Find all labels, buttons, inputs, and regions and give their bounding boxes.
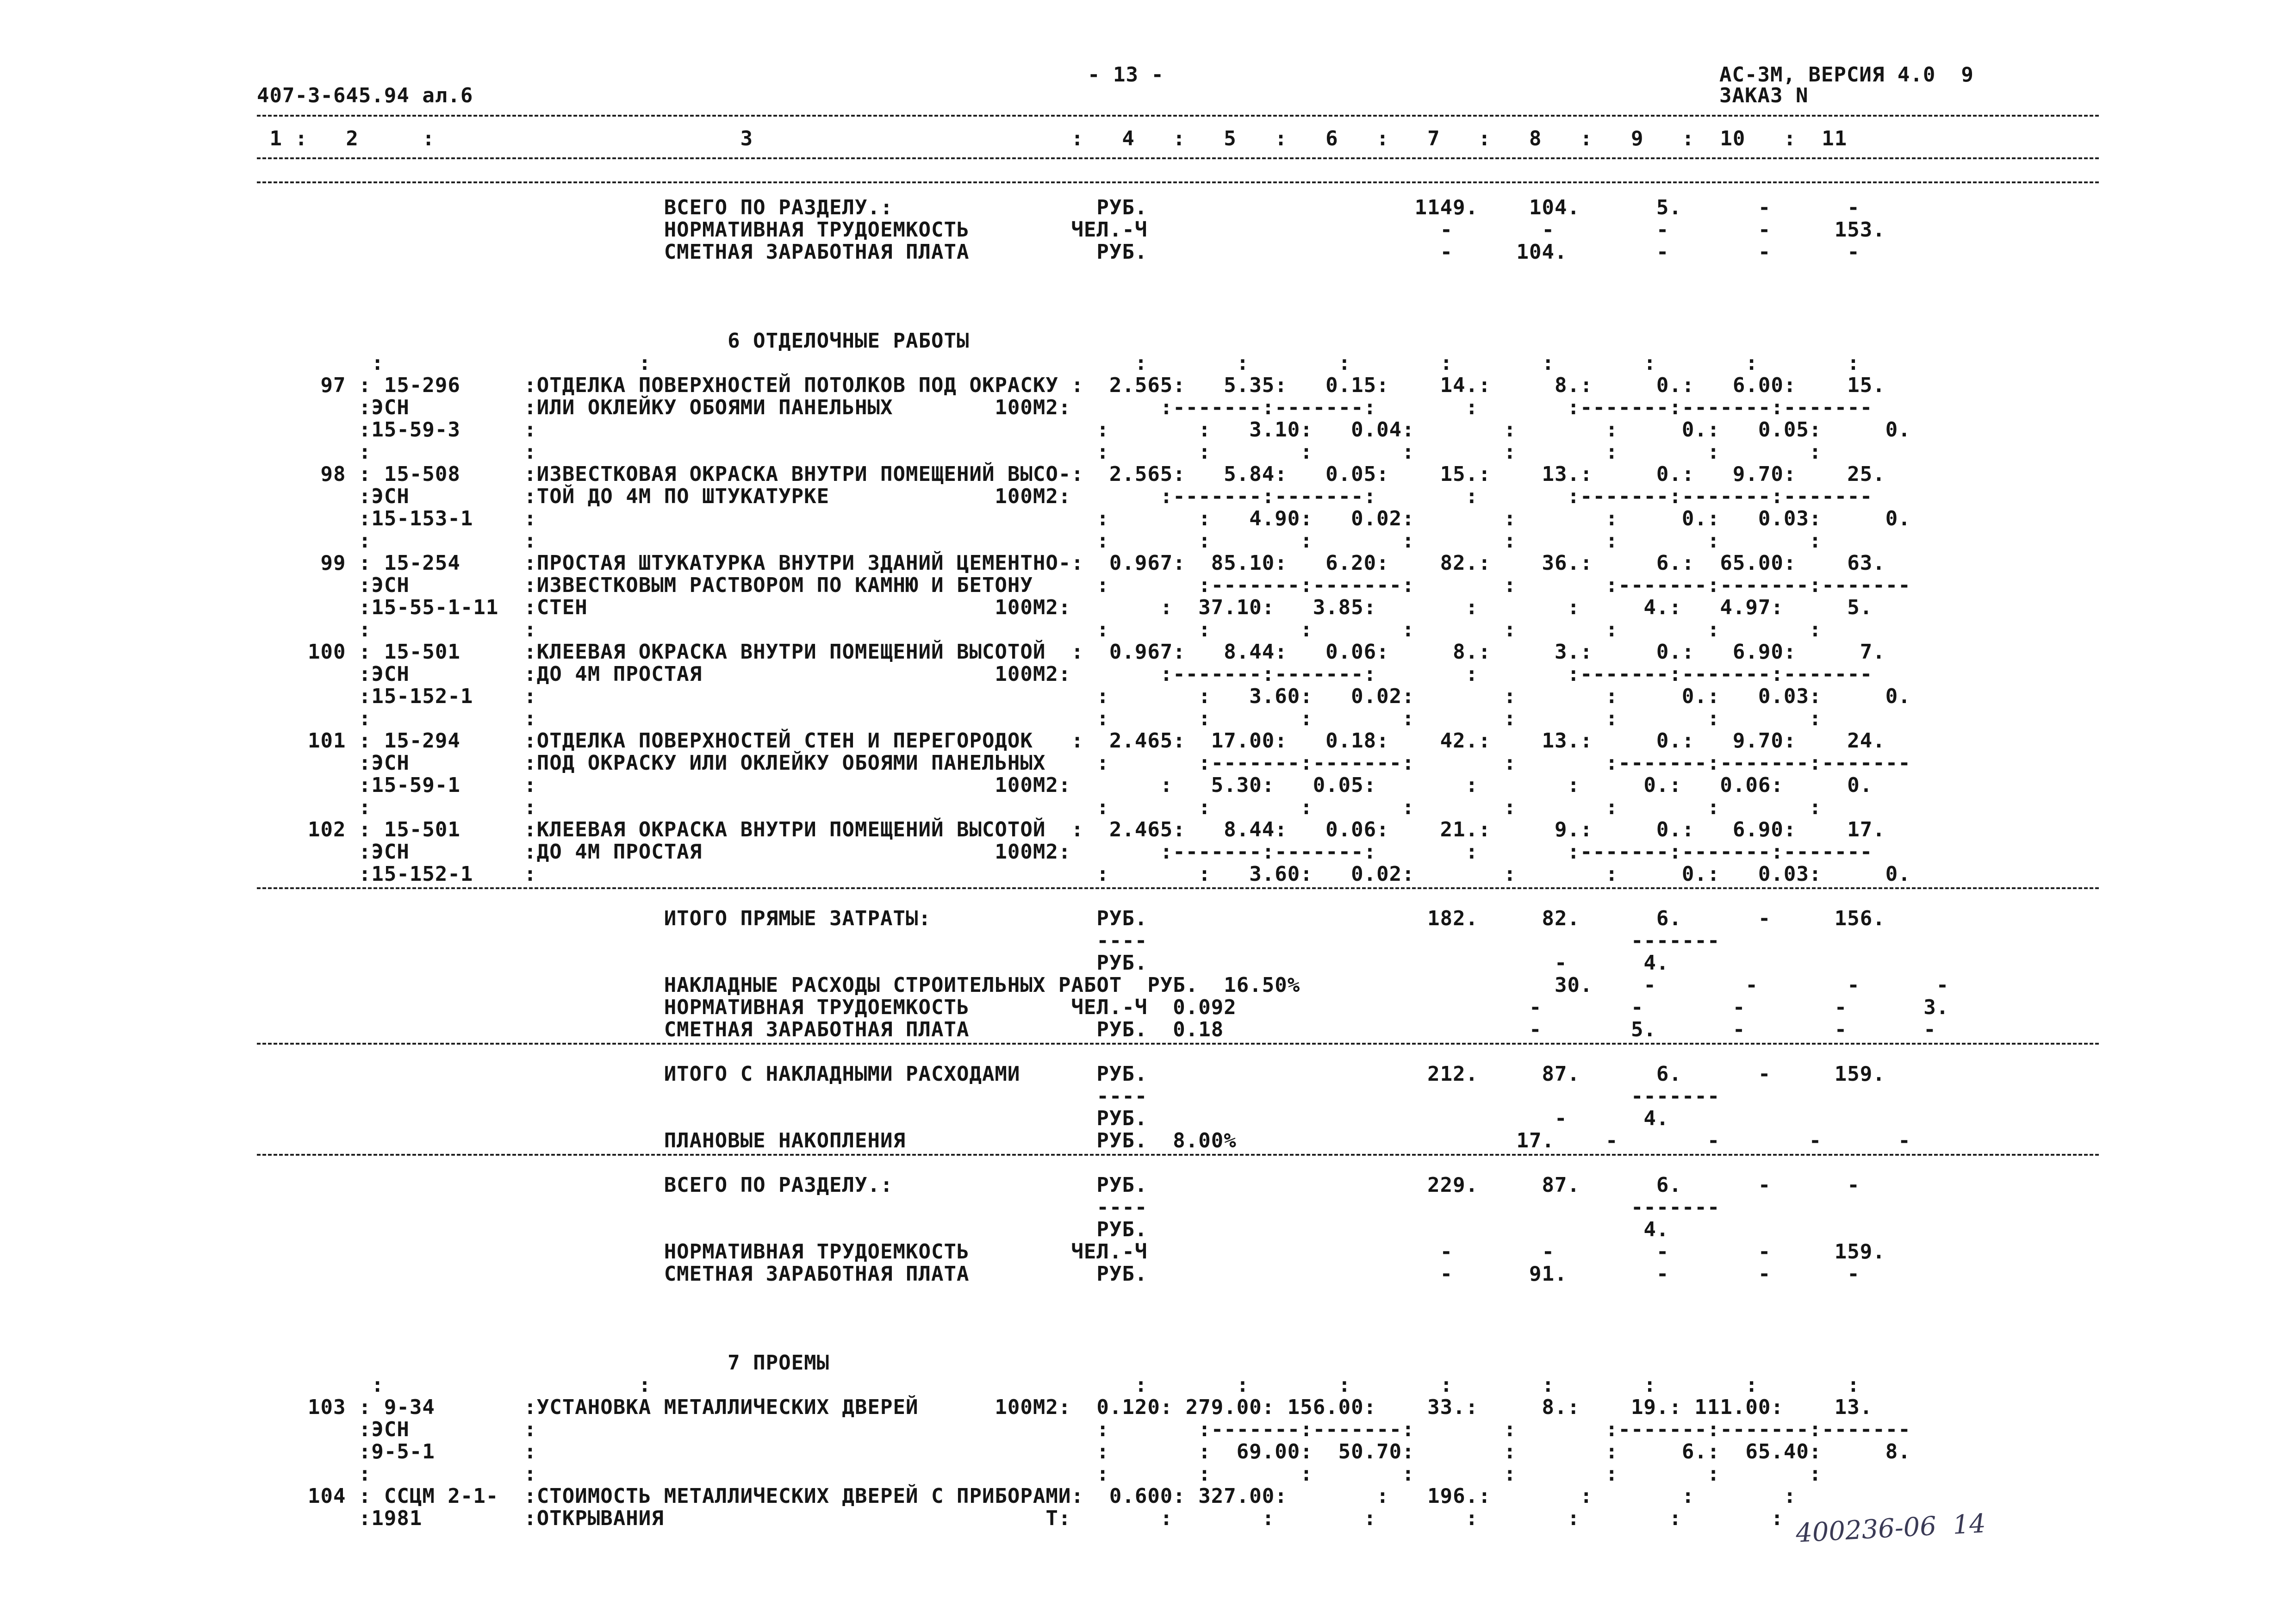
section-rule: [257, 1154, 2099, 1156]
estimate-line: 98 : 15-508 :ИЗВЕСТКОВАЯ ОКРАСКА ВНУТРИ ПОМЕЩЕНИЙ ВЫСО-: 2.565: 5.84: 0.05: 15.: 13.: 0.: 9.70: 25.: [257, 462, 1885, 486]
estimate-line: 104 : ССЦМ 2-1- :СТОИМОСТЬ МЕТАЛЛИЧЕСКИХ ДВЕРЕЙ С ПРИБОРАМИ: 0.600: 327.00: : 196.: : : :: [257, 1484, 1797, 1508]
estimate-line: :ЭСН :ДО 4М ПРОСТАЯ 100М2: :-------:-------: : :-------:-------:-------: [257, 662, 1873, 686]
estimate-line: :ЭСН : : :-------:-------: : :-------:-------:-------: [257, 1418, 1911, 1441]
estimate-line: :15-59-3 : : : 3.10: 0.04: : : 0.: 0.05: 0.: [257, 418, 1911, 442]
estimate-line: : : : : : : : : : :: [257, 351, 1860, 375]
estimate-line: :ЭСН :ТОЙ ДО 4М ПО ШТУКАТУРКЕ 100М2: :-------:-------: : :-------:-------:-------: [257, 485, 1873, 508]
estimate-line: ВСЕГО ПО РАЗДЕЛУ.: РУБ. 1149. 104. 5. - -: [257, 196, 1860, 219]
estimate-line: ВСЕГО ПО РАЗДЕЛУ.: РУБ. 229. 87. 6. - -: [257, 1173, 1860, 1197]
estimate-line: 6 ОТДЕЛОЧНЫЕ РАБОТЫ: [257, 329, 970, 353]
estimate-line: ИТОГО ПРЯМЫЕ ЗАТРАТЫ: РУБ. 182. 82. 6. - 156.: [257, 907, 1885, 930]
section-rule: [257, 1043, 2099, 1045]
estimate-line: 103 : 9-34 :УСТАНОВКА МЕТАЛЛИЧЕСКИХ ДВЕРЕЙ 100М2: 0.120: 279.00: 156.00: 33.: 8.: 19.: 111.00: 13.: [257, 1395, 1873, 1419]
estimate-line: :ЭСН :ИЛИ ОКЛЕЙКУ ОБОЯМИ ПАНЕЛЬНЫХ 100М2: :-------:-------: : :-------:-------:-------: [257, 396, 1873, 419]
estimate-line: :15-152-1 : : : 3.60: 0.02: : : 0.: 0.03: 0.: [257, 685, 1911, 708]
handwritten-note: 400236-06 14: [1795, 1508, 1987, 1549]
estimate-line: НОРМАТИВНАЯ ТРУДОЕМКОСТЬ ЧЕЛ.-Ч - - - - 153.: [257, 218, 1885, 242]
estimate-line: НАКЛАДНЫЕ РАСХОДЫ СТРОИТЕЛЬНЫХ РАБОТ РУБ. 16.50% 30. - - - -: [257, 973, 1949, 997]
estimate-line: : : : : : : : : : :: [257, 796, 1822, 819]
estimate-line: ПЛАНОВЫЕ НАКОПЛЕНИЯ РУБ. 8.00% 17. - - - -: [257, 1129, 1911, 1152]
table-top-rule: [257, 181, 2099, 183]
estimate-line: :ЭСН :ИЗВЕСТКОВЫМ РАСТВОРОМ ПО КАМНЮ И БЕТОНУ : :-------:-------: : :-------:-------:-------: [257, 573, 1911, 597]
estimate-line: : : : : : : : : : :: [257, 440, 1822, 464]
estimate-line: : : : : : : : : : :: [257, 618, 1822, 641]
estimate-line: 101 : 15-294 :ОТДЕЛКА ПОВЕРХНОСТЕЙ СТЕН И ПЕРЕГОРОДОК : 2.465: 17.00: 0.18: 42.: 13.: 0.: 9.70: 24.: [257, 729, 1885, 753]
estimate-line: НОРМАТИВНАЯ ТРУДОЕМКОСТЬ ЧЕЛ.-Ч 0.092 - - - - 3.: [257, 996, 1949, 1019]
program-version: АС-3М, ВЕРСИЯ 4.0 9: [1719, 63, 1974, 87]
estimate-line: ---- -------: [257, 1196, 1720, 1219]
estimate-line: РУБ. - 4.: [257, 1107, 1669, 1130]
document-code: 407-3-645.94 ал.6: [257, 84, 473, 107]
estimate-line: 99 : 15-254 :ПРОСТАЯ ШТУКАТУРКА ВНУТРИ ЗДАНИЙ ЦЕМЕНТНО-: 0.967: 85.10: 6.20: 82.: 36.: 6.: 65.00: 63.: [257, 551, 1885, 575]
header-rule-top: [257, 115, 2099, 117]
estimate-line: :ЭСН :ДО 4М ПРОСТАЯ 100М2: :-------:-------: : :-------:-------:-------: [257, 840, 1873, 864]
estimate-line: НОРМАТИВНАЯ ТРУДОЕМКОСТЬ ЧЕЛ.-Ч - - - - 159.: [257, 1240, 1885, 1264]
estimate-line: 102 : 15-501 :КЛЕЕВАЯ ОКРАСКА ВНУТРИ ПОМЕЩЕНИЙ ВЫСОТОЙ : 2.465: 8.44: 0.06: 21.: 9.: 0.: 6.90: 17.: [257, 818, 1885, 841]
estimate-line: СМЕТНАЯ ЗАРАБОТНАЯ ПЛАТА РУБ. 0.18 - 5. - - -: [257, 1018, 1936, 1041]
estimate-line: СМЕТНАЯ ЗАРАБОТНАЯ ПЛАТА РУБ. - 91. - - -: [257, 1262, 1860, 1286]
section-rule: [257, 887, 2099, 889]
estimate-line: :9-5-1 : : : 69.00: 50.70: : : 6.: 65.40: 8.: [257, 1440, 1911, 1464]
header-rule-bottom: [257, 157, 2099, 159]
estimate-line: : : : : : : : : : :: [257, 529, 1822, 553]
estimate-line: РУБ. - 4.: [257, 951, 1669, 975]
estimate-line: : : : : : : : : : :: [257, 1462, 1822, 1486]
estimate-line: 7 ПРОЕМЫ: [257, 1351, 830, 1375]
estimate-line: 100 : 15-501 :КЛЕЕВАЯ ОКРАСКА ВНУТРИ ПОМЕЩЕНИЙ ВЫСОТОЙ : 0.967: 8.44: 0.06: 8.: 3.: 0.: 6.90: 7.: [257, 640, 1885, 664]
estimate-line: :15-55-1-11 :СТЕН 100М2: : 37.10: 3.85: : : 4.: 4.97: 5.: [257, 596, 1873, 619]
page-number: - 13 -: [1088, 63, 1164, 87]
estimate-line: :15-152-1 : : : 3.60: 0.02: : : 0.: 0.03: 0.: [257, 862, 1911, 886]
estimate-line: ---- -------: [257, 929, 1720, 953]
estimate-line: : : : : : : : : : :: [257, 1373, 1860, 1397]
estimate-line: РУБ. 4.: [257, 1218, 1669, 1241]
estimate-line: : : : : : : : : : :: [257, 707, 1822, 730]
estimate-line: СМЕТНАЯ ЗАРАБОТНАЯ ПЛАТА РУБ. - 104. - - -: [257, 240, 1860, 264]
estimate-line: :15-59-1 : 100М2: : 5.30: 0.05: : : 0.: 0.06: 0.: [257, 773, 1873, 797]
estimate-line: :15-153-1 : : : 4.90: 0.02: : : 0.: 0.03: 0.: [257, 507, 1911, 530]
estimate-line: ИТОГО С НАКЛАДНЫМИ РАСХОДАМИ РУБ. 212. 87. 6. - 159.: [257, 1062, 1885, 1086]
order-number: ЗАКАЗ N: [1719, 84, 1809, 107]
estimate-line: 97 : 15-296 :ОТДЕЛКА ПОВЕРХНОСТЕЙ ПОТОЛКОВ ПОД ОКРАСКУ : 2.565: 5.35: 0.15: 14.: 8.: 0.: 6.00: 15.: [257, 374, 1885, 397]
column-number-header: 1 : 2 : 3 : 4 : 5 : 6 : 7 : 8 : 9 : 10 : 11: [257, 127, 1873, 150]
estimate-line: ---- -------: [257, 1084, 1720, 1108]
estimate-line: :ЭСН :ПОД ОКРАСКУ ИЛИ ОКЛЕЙКУ ОБОЯМИ ПАНЕЛЬНЫХ : :-------:-------: : :-------:-------:-------: [257, 751, 1911, 775]
estimate-line: :1981 :ОТКРЫВАНИЯ Т: : : : : : : :: [257, 1507, 1784, 1530]
